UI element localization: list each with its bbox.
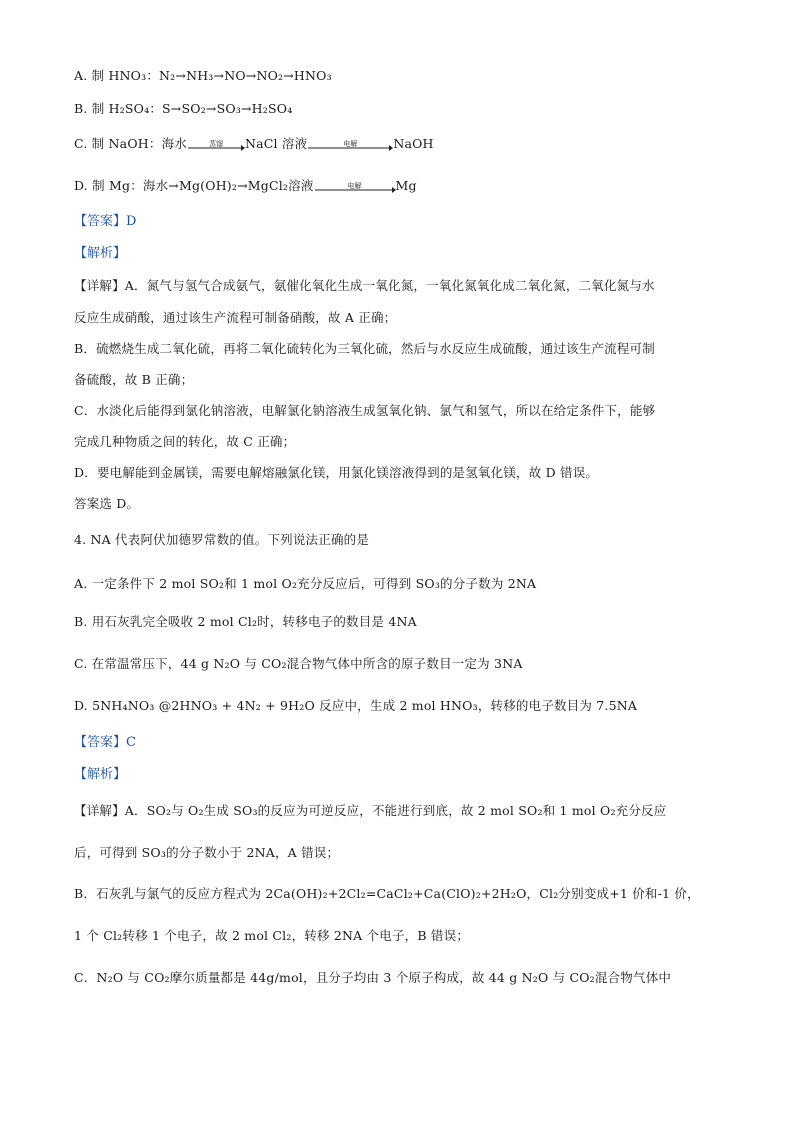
- reaction-arrow: [187, 138, 245, 152]
- q4-detail-line: 后，可得到 SO₃的分子数小于 2NA，A 错误；: [74, 845, 340, 860]
- q4-option-b: B. 用石灰乳完全吸收 2 mol Cl₂时，转移电子的数目是 4NA: [74, 614, 417, 629]
- q3-option-c-mid: NaCl 溶液: [244, 136, 308, 151]
- q4-option-c: C. 在常温常压下，44 g N₂O 与 CO₂混合物气体中所含的原子数目一定为 3NA: [74, 656, 523, 671]
- arrow-label: 电解: [343, 139, 358, 148]
- q3-detail-line: C．水淡化后能得到氯化钠溶液，电解氯化钠溶液生成氢氧化钠、氯气和氢气，所以在给定条件下，能够: [74, 403, 656, 418]
- q3-option-b: B. 制 H₂SO₄：S→SO₂→SO₃→H₂SO₄: [74, 101, 293, 116]
- reaction-arrow: [307, 138, 393, 152]
- q4-detail-line: B．石灰乳与氯气的反应方程式为 2Ca(OH)₂+2Cl₂=CaCl₂+Ca(ClO)₂+2H₂O，Cl₂分别变成+1 价和-1 价，: [74, 886, 700, 901]
- arrow-label: 蒸馏: [208, 139, 223, 148]
- q4-option-d: D. 5NH₄NO₃ @2HNO₃ + 4N₂ + 9H₂O 反应中，生成 2 mol HNO₃，转移的电子数目为 7.5NA: [74, 698, 638, 713]
- arrow-label: 电解: [347, 181, 362, 190]
- q4-stem: 4. NA 代表阿伏加德罗常数的值。下列说法正确的是: [74, 532, 370, 547]
- reaction-arrow: [314, 180, 396, 194]
- q3-detail-line: 完成几种物质之间的转化，故 C 正确；: [74, 434, 296, 449]
- q4-detail-line: C．N₂O 与 CO₂摩尔质量都是 44g/mol，且分子均由 3 个原子构成，故 44 g N₂O 与 CO₂混合物气体中: [74, 970, 672, 985]
- q3-option-c-start: C. 制 NaOH：海水: [74, 136, 187, 151]
- q3-detail-line: 备硫酸，故 B 正确；: [74, 372, 194, 387]
- q3-answer-choice: 答案选 D。: [74, 496, 140, 511]
- q3-answer: 【答案】D: [74, 214, 137, 229]
- q3-option-a: A. 制 HNO₃：N₂→NH₃→NO→NO₂→HNO₃: [74, 68, 332, 83]
- q3-option-d-start: D. 制 Mg：海水→Mg(OH)₂→MgCl₂溶液: [74, 178, 314, 193]
- q4-option-a: A. 一定条件下 2 mol SO₂和 1 mol O₂充分反应后，可得到 SO₃的分子数为 2NA: [74, 576, 537, 591]
- q3-option-c-end: NaOH: [393, 136, 434, 151]
- q3-detail-line: 【详解】A．氮气与氢气合成氨气，氨催化氧化生成一氧化氮，一氧化氮氧化成二氧化氮，二氧化氮与水: [74, 278, 655, 293]
- q3-option-d-end: Mg: [395, 178, 417, 193]
- q4-answer: 【答案】C: [74, 735, 136, 750]
- q3-detail-line: B．硫燃烧生成二氧化硫，再将二氧化硫转化为三氧化硫，然后与水反应生成硫酸，通过该生产流程可制: [74, 341, 655, 356]
- q3-analysis-heading: 【解析】: [74, 246, 127, 261]
- q3-option-d: [74, 178, 417, 194]
- q4-detail-line: 1 个 Cl₂转移 1 个电子，故 2 mol Cl₂，转移 2NA 个电子，B 错误；: [74, 928, 470, 943]
- q3-detail-line: D．要电解能到金属镁，需要电解熔融氯化镁，用氯化镁溶液得到的是氢氧化镁，故 D 错误。: [74, 465, 599, 480]
- q3-option-c: [74, 136, 434, 152]
- q4-detail-line: 【详解】A．SO₂与 O₂生成 SO₃的反应为可逆反应，不能进行到底，故 2 mol SO₂和 1 mol O₂充分反应: [74, 803, 667, 818]
- q4-analysis-heading: 【解析】: [74, 767, 127, 782]
- q3-detail-line: 反应生成硝酸，通过该生产流程可制备硝酸，故 A 正确；: [74, 310, 397, 325]
